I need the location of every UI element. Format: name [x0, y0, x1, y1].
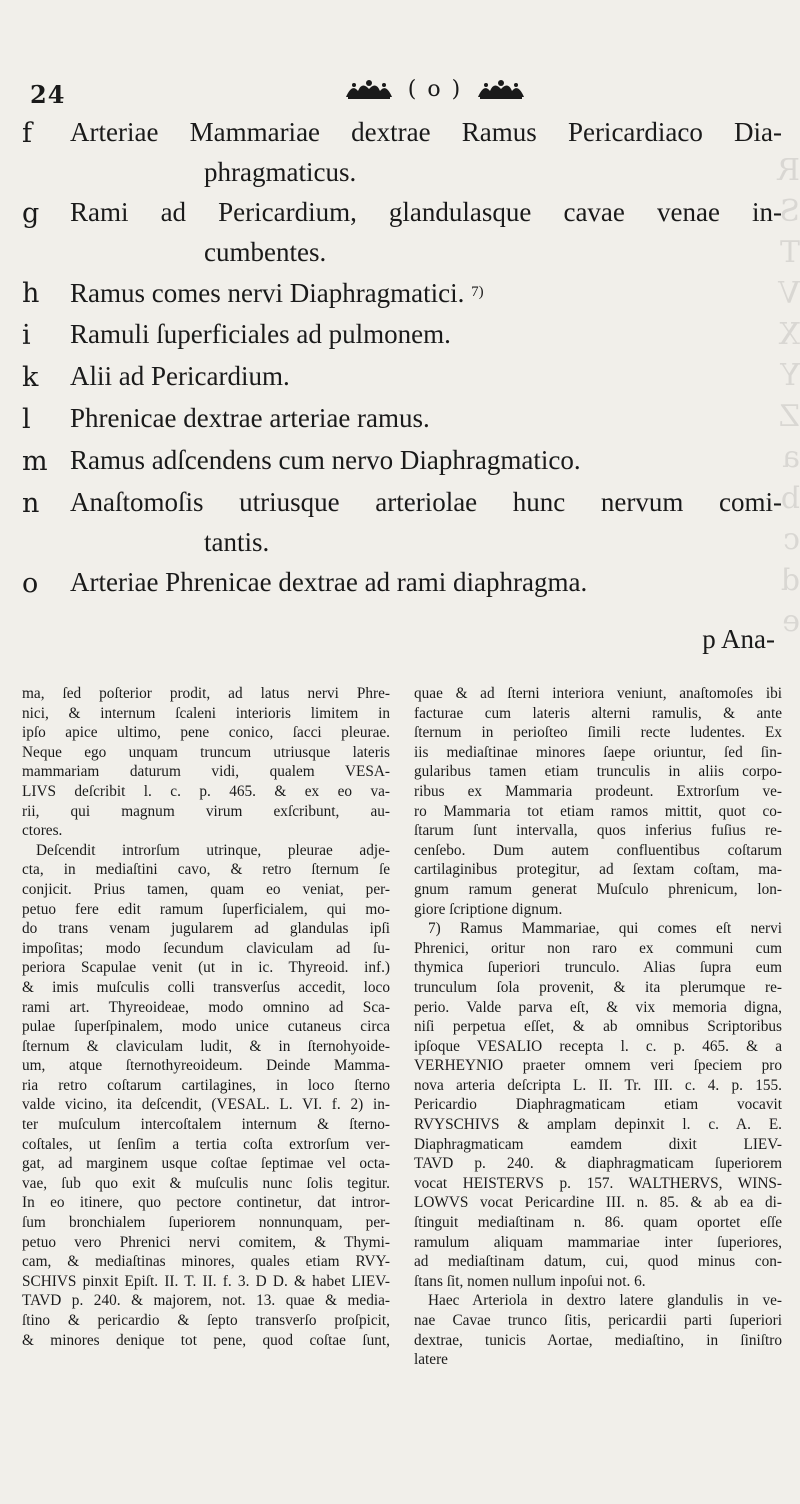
text-line: niſi perpetua eſſet, & ab omnibus Scriptoribus [414, 1018, 782, 1036]
running-header [330, 74, 540, 104]
text-line: ſtinguit mediaſtinam n. 86. quam oportet eſſe [414, 1214, 782, 1232]
text-line: nici, & internum ſcaleni interioris limitem in [22, 704, 390, 722]
text-line: gnum ramum generat Muſculo phrenicum, lon- [414, 880, 782, 898]
text-line: vocat HEISTERVS p. 157. WALTHERVS, WINS- [414, 1174, 782, 1192]
legend-text: Ramuli ſuperficiales ad pulmonem. [70, 319, 451, 349]
text-line: um, atque ſternothyreoideum. Deinde Mamma- [22, 1057, 390, 1075]
text-line: cta, in mediaſtini cavo, & retro ſternum ſe [22, 861, 390, 879]
text-line: ro Mammaria tot etiam ramos mittit, quot co- [414, 802, 782, 820]
legend-text: Phrenicae dextrae arteriae ramus. [70, 403, 430, 433]
text-line: cenſebo. Dum autem confluentibus coſtarum [414, 841, 782, 859]
legend-item-m [22, 440, 782, 482]
legend-letter: m [22, 446, 48, 477]
legend-letter: g [22, 198, 40, 229]
text-line: ipſoque VESALIO recepta l. c. p. 465. & a [414, 1037, 782, 1055]
text-line: LOWVS vocat Pericardine III. n. 85. & ab ea di- [414, 1194, 782, 1212]
bleed-through-texture: R S T V X Y Z a b c d e [777, 153, 800, 639]
text-line: ter muſculum intercoſtalem internum & ſterno- [22, 1116, 390, 1134]
text-line: ramulum aliquam mammariae inter ſuperiores, [414, 1233, 782, 1251]
text-line: SCHIVS pinxit Epiſt. II. T. II. f. 3. D D. & habet LIEV- [22, 1272, 390, 1290]
text-line: vae, ſub quo exit & muſculis nunc ſolis tegitur. [22, 1174, 390, 1192]
text-line: giore ſcriptione dignum. [414, 900, 563, 918]
legend-text: Arteriae Mammariae dextrae Ramus Pericardiaco Dia- [70, 117, 782, 147]
text-line: gat, ad marginem usque coſtae ſeptimae vel octa- [22, 1155, 390, 1173]
text-line: mammariam daturum vidi, qualem VESA- [22, 763, 390, 781]
text-line: ribus ex Mammaria prodeunt. Extrorſum ve- [414, 782, 782, 800]
text-line: TAVD p. 240. & diaphragmaticam ſuperiorem [414, 1155, 782, 1173]
legend-item-k [22, 356, 782, 398]
catchword: p Ana- [702, 624, 775, 654]
text-line: ſternum in perioſteo ſimili recte ludentes. Ex [414, 724, 782, 742]
legend-letter: i [22, 320, 31, 351]
text-line: RVYSCHIVS & amplam depinxit l. c. A. E. [414, 1116, 782, 1134]
text-line: rami art. Thyreoideae, modo omnino ad Sca- [22, 998, 390, 1016]
legend-letter: l [22, 404, 31, 435]
text-line: coſtales, ut ſenſim a tertia coſta extrorſum ver- [22, 1135, 390, 1153]
text-line: ſtarum ſunt intervalla, quos inferius fuſius re- [414, 822, 782, 840]
legend-text: Ramus adſcendens cum nervo Diaphragmatico. [70, 445, 581, 475]
legend-item-o [22, 562, 782, 604]
text-line: perio. Valde parva eſt, & vix memoria digna, [414, 998, 782, 1016]
ornament-left-icon [344, 77, 394, 101]
text-line: cam, & mediaſtinas minores, quales etiam RVY- [22, 1253, 390, 1271]
text-line: VERHEYNIO praeter omnem veri ſpeciem pro [414, 1057, 782, 1075]
text-line: cartilaginibus protegitur, ad ſextam coſtam, ma- [414, 861, 782, 879]
legend-item-h [22, 272, 782, 314]
text-line: Deſcendit introrſum utrinque, pleurae adje- [36, 841, 390, 859]
text-line: nae Cavae trunco ſitis, pericardii parti ſuperiori [414, 1312, 782, 1329]
text-line: quae & ad ſterni interiora veniunt, anaſtomoſes ibi [414, 685, 782, 702]
text-line: periora Scapulae venit (ut in ic. Thyreoid. inf.) [22, 959, 390, 977]
text-line: Neque ego unquam truncum utriusque lateris [22, 743, 390, 761]
text-line: & minores denique tot pene, quod coſtae ſunt, [22, 1331, 390, 1349]
footnote-marker: 7) [471, 284, 484, 300]
legend-letter: n [22, 488, 40, 519]
ornament-right-icon [476, 77, 526, 101]
text-line: ſternum & claviculam ludit, & in ſternohyoide- [22, 1037, 390, 1055]
legend-item-l [22, 398, 782, 440]
legend-letter: h [22, 278, 40, 309]
legend-text-cont: phragmaticus. [204, 157, 357, 187]
page-number: 24 [30, 80, 66, 109]
text-line: petuo vero Phrenici nervi comitem, & Thymi- [22, 1233, 390, 1251]
text-line: valde vicino, ita deſcendit, (VESAL. L. VI. f. 2) in- [22, 1096, 390, 1114]
legend-text: Anaſtomoſis utriusque arteriolae hunc nervum comi- [70, 487, 782, 517]
text-line: thymica ſuperiori trunculo. Alias ſupra eum [414, 959, 782, 977]
left-column [22, 684, 390, 1370]
text-line: ctores. [22, 822, 63, 840]
text-line: ipſo apice ultimo, pene conico, ſacci pleurae. [22, 724, 390, 742]
legend-text-cont: tantis. [204, 527, 270, 557]
text-line: ad mediaſtinam datum, cui, quod minus con- [414, 1253, 782, 1271]
legend-item-f [22, 112, 782, 192]
legend-item-i [22, 314, 782, 356]
text-line: ſtino & pericardio & ſepto transverſo proſpicit, [22, 1312, 390, 1329]
text-line: & imis muſculis colli transverſus accedit, loco [22, 978, 390, 996]
text-line: rii, qui magnum virum exſcribunt, au- [22, 802, 390, 820]
legend-text: Ramus comes nervi Diaphragmatici. [70, 278, 465, 308]
text-line: gularibus tamen etiam trunculis in aliis corpo- [414, 763, 782, 781]
text-line: LIVS deſcribit l. c. p. 465. & ex eo va- [22, 782, 390, 800]
figure-legend [22, 112, 782, 604]
legend-letter: o [22, 568, 39, 599]
legend-text: Alii ad Pericardium. [70, 361, 290, 391]
text-line: pulae ſuperſpinalem, modo unice cutaneus circa [22, 1018, 390, 1036]
legend-item-n [22, 482, 782, 562]
text-line: ſtans ſit, nomen nullum inpoſui not. 6. [414, 1272, 646, 1290]
legend-letter: f [22, 118, 32, 149]
text-line: conjicit. Prius tamen, quam eo veniat, per- [22, 880, 390, 898]
text-line: ſum bronchialem ſuperiorem nonnunquam, per- [22, 1214, 390, 1232]
legend-text: Rami ad Pericardium, glandulasque cavae venae in- [70, 197, 782, 227]
text-line: 7) Ramus Mammariae, qui comes eſt nervi [428, 920, 782, 938]
text-line: facturae cum lateris alterni ramulis, & ante [414, 704, 782, 722]
text-line: Diaphragmaticam eamdem dixit LIEV- [414, 1135, 782, 1153]
text-line: nova arteria deſcripta L. II. Tr. III. c. 4. p. 155. [414, 1076, 782, 1094]
legend-letter: k [22, 362, 39, 393]
legend-item-g [22, 192, 782, 272]
text-line: dextrae, tunicis Aortae, mediaſtino, in ſiniſtro [414, 1331, 782, 1349]
text-line: ria retro coſtarum cartilagines, in loco ſterno [22, 1076, 390, 1094]
text-line: TAVD p. 240. & majorem, not. 13. quae & media- [22, 1292, 390, 1310]
text-line: In eo itinere, quo pectore continetur, dat intror- [22, 1194, 390, 1212]
text-line: latere [414, 1351, 448, 1369]
legend-text: Arteriae Phrenicae dextrae ad rami diaphragma. [70, 567, 588, 597]
body-columns [22, 684, 782, 1370]
text-line: Pericardio Diaphragmaticam etiam vocavit [414, 1096, 782, 1114]
right-column [414, 684, 782, 1370]
running-head-title: ( o ) [407, 76, 463, 102]
text-line: do trans venam jugularem ad glandulas ipſi [22, 920, 390, 938]
legend-text-cont: cumbentes. [204, 237, 327, 267]
text-line: impoſitas; modo ſecundum claviculam ad ſu- [22, 939, 390, 957]
text-line: Phrenici, oritur non raro ex communi cum [414, 939, 782, 957]
text-line: iis mediaſtinae minores ſaepe oriuntur, ſed ſin- [414, 743, 782, 761]
text-line: Haec Arteriola in dextro latere glandulis in ve- [428, 1292, 782, 1310]
text-line: ma, ſed poſterior prodit, ad latus nervi Phre- [22, 685, 390, 702]
text-line: petuo fere edit ramum ſuperficialem, qui mo- [22, 900, 390, 918]
text-line: trunculum ſola provenit, & ita plerumque re- [414, 978, 782, 996]
